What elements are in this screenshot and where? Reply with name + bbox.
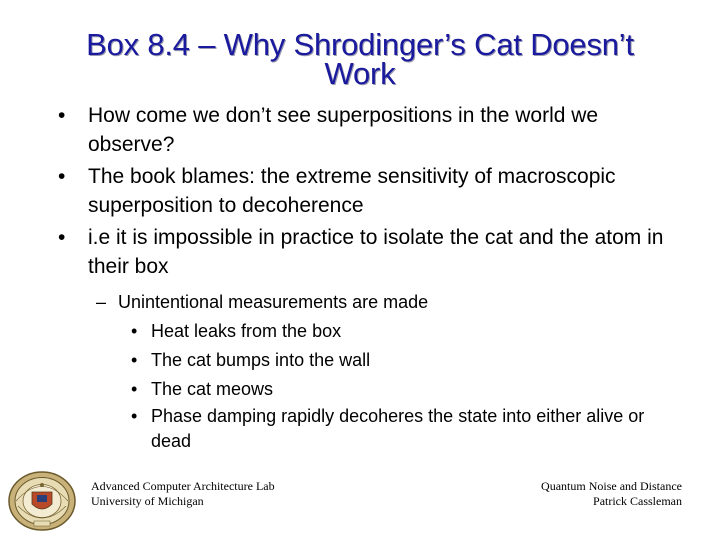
sub-sub-bullet-text: The cat bumps into the wall bbox=[151, 350, 371, 370]
sub-sub-bullet-text: Heat leaks from the box bbox=[151, 321, 342, 341]
bullet-item bbox=[30, 223, 690, 281]
bullet-marker: • bbox=[58, 226, 66, 249]
bullet-text: i.e it is impossible in practice to isolate the cat and the atom in their box bbox=[88, 226, 664, 278]
footer-author: Patrick Cassleman bbox=[593, 494, 682, 508]
sub-sub-bullet-text: Phase damping rapidly decoheres the state into either alive or dead bbox=[151, 406, 645, 451]
slide-title-line-1: Box 8.4 – Why Shrodinger’s Cat Doesn’t bbox=[86, 27, 634, 62]
slide-title bbox=[0, 27, 720, 91]
slide-title-line-2: Work bbox=[324, 56, 396, 91]
sub-bullet-list bbox=[96, 288, 678, 454]
footer-left bbox=[91, 479, 275, 509]
dash-marker: – bbox=[96, 292, 107, 312]
university-seal-icon bbox=[6, 470, 78, 532]
bullet-text: The book blames: the extreme sensitivity of macroscopic superposition to decoherence bbox=[88, 165, 616, 217]
bullet-marker: • bbox=[58, 165, 66, 188]
bullet-marker: • bbox=[131, 379, 138, 399]
bullet-marker: • bbox=[131, 350, 138, 370]
sub-bullet-text: Unintentional measurements are made bbox=[118, 292, 429, 312]
sub-sub-bullet-item bbox=[118, 375, 678, 404]
sub-sub-bullet-item bbox=[118, 317, 678, 346]
sub-sub-bullet-item bbox=[118, 404, 678, 454]
footer-lab-name: Advanced Computer Architecture Lab bbox=[91, 479, 275, 493]
bullet-text: How come we don’t see superpositions in the world we observe? bbox=[88, 104, 599, 156]
bullet-item bbox=[30, 101, 690, 159]
bullet-list bbox=[30, 101, 690, 284]
sub-sub-bullet-text: The cat meows bbox=[151, 379, 274, 399]
bullet-marker: • bbox=[131, 321, 138, 341]
bullet-marker: • bbox=[58, 104, 66, 127]
sub-sub-bullet-list bbox=[118, 317, 678, 454]
footer-university: University of Michigan bbox=[91, 494, 204, 508]
footer-talk-title: Quantum Noise and Distance bbox=[541, 479, 682, 493]
sub-sub-bullet-item bbox=[118, 346, 678, 375]
sub-bullet-item bbox=[96, 288, 678, 454]
bullet-item bbox=[30, 162, 690, 220]
bullet-marker: • bbox=[131, 406, 138, 426]
footer-right bbox=[541, 479, 682, 509]
